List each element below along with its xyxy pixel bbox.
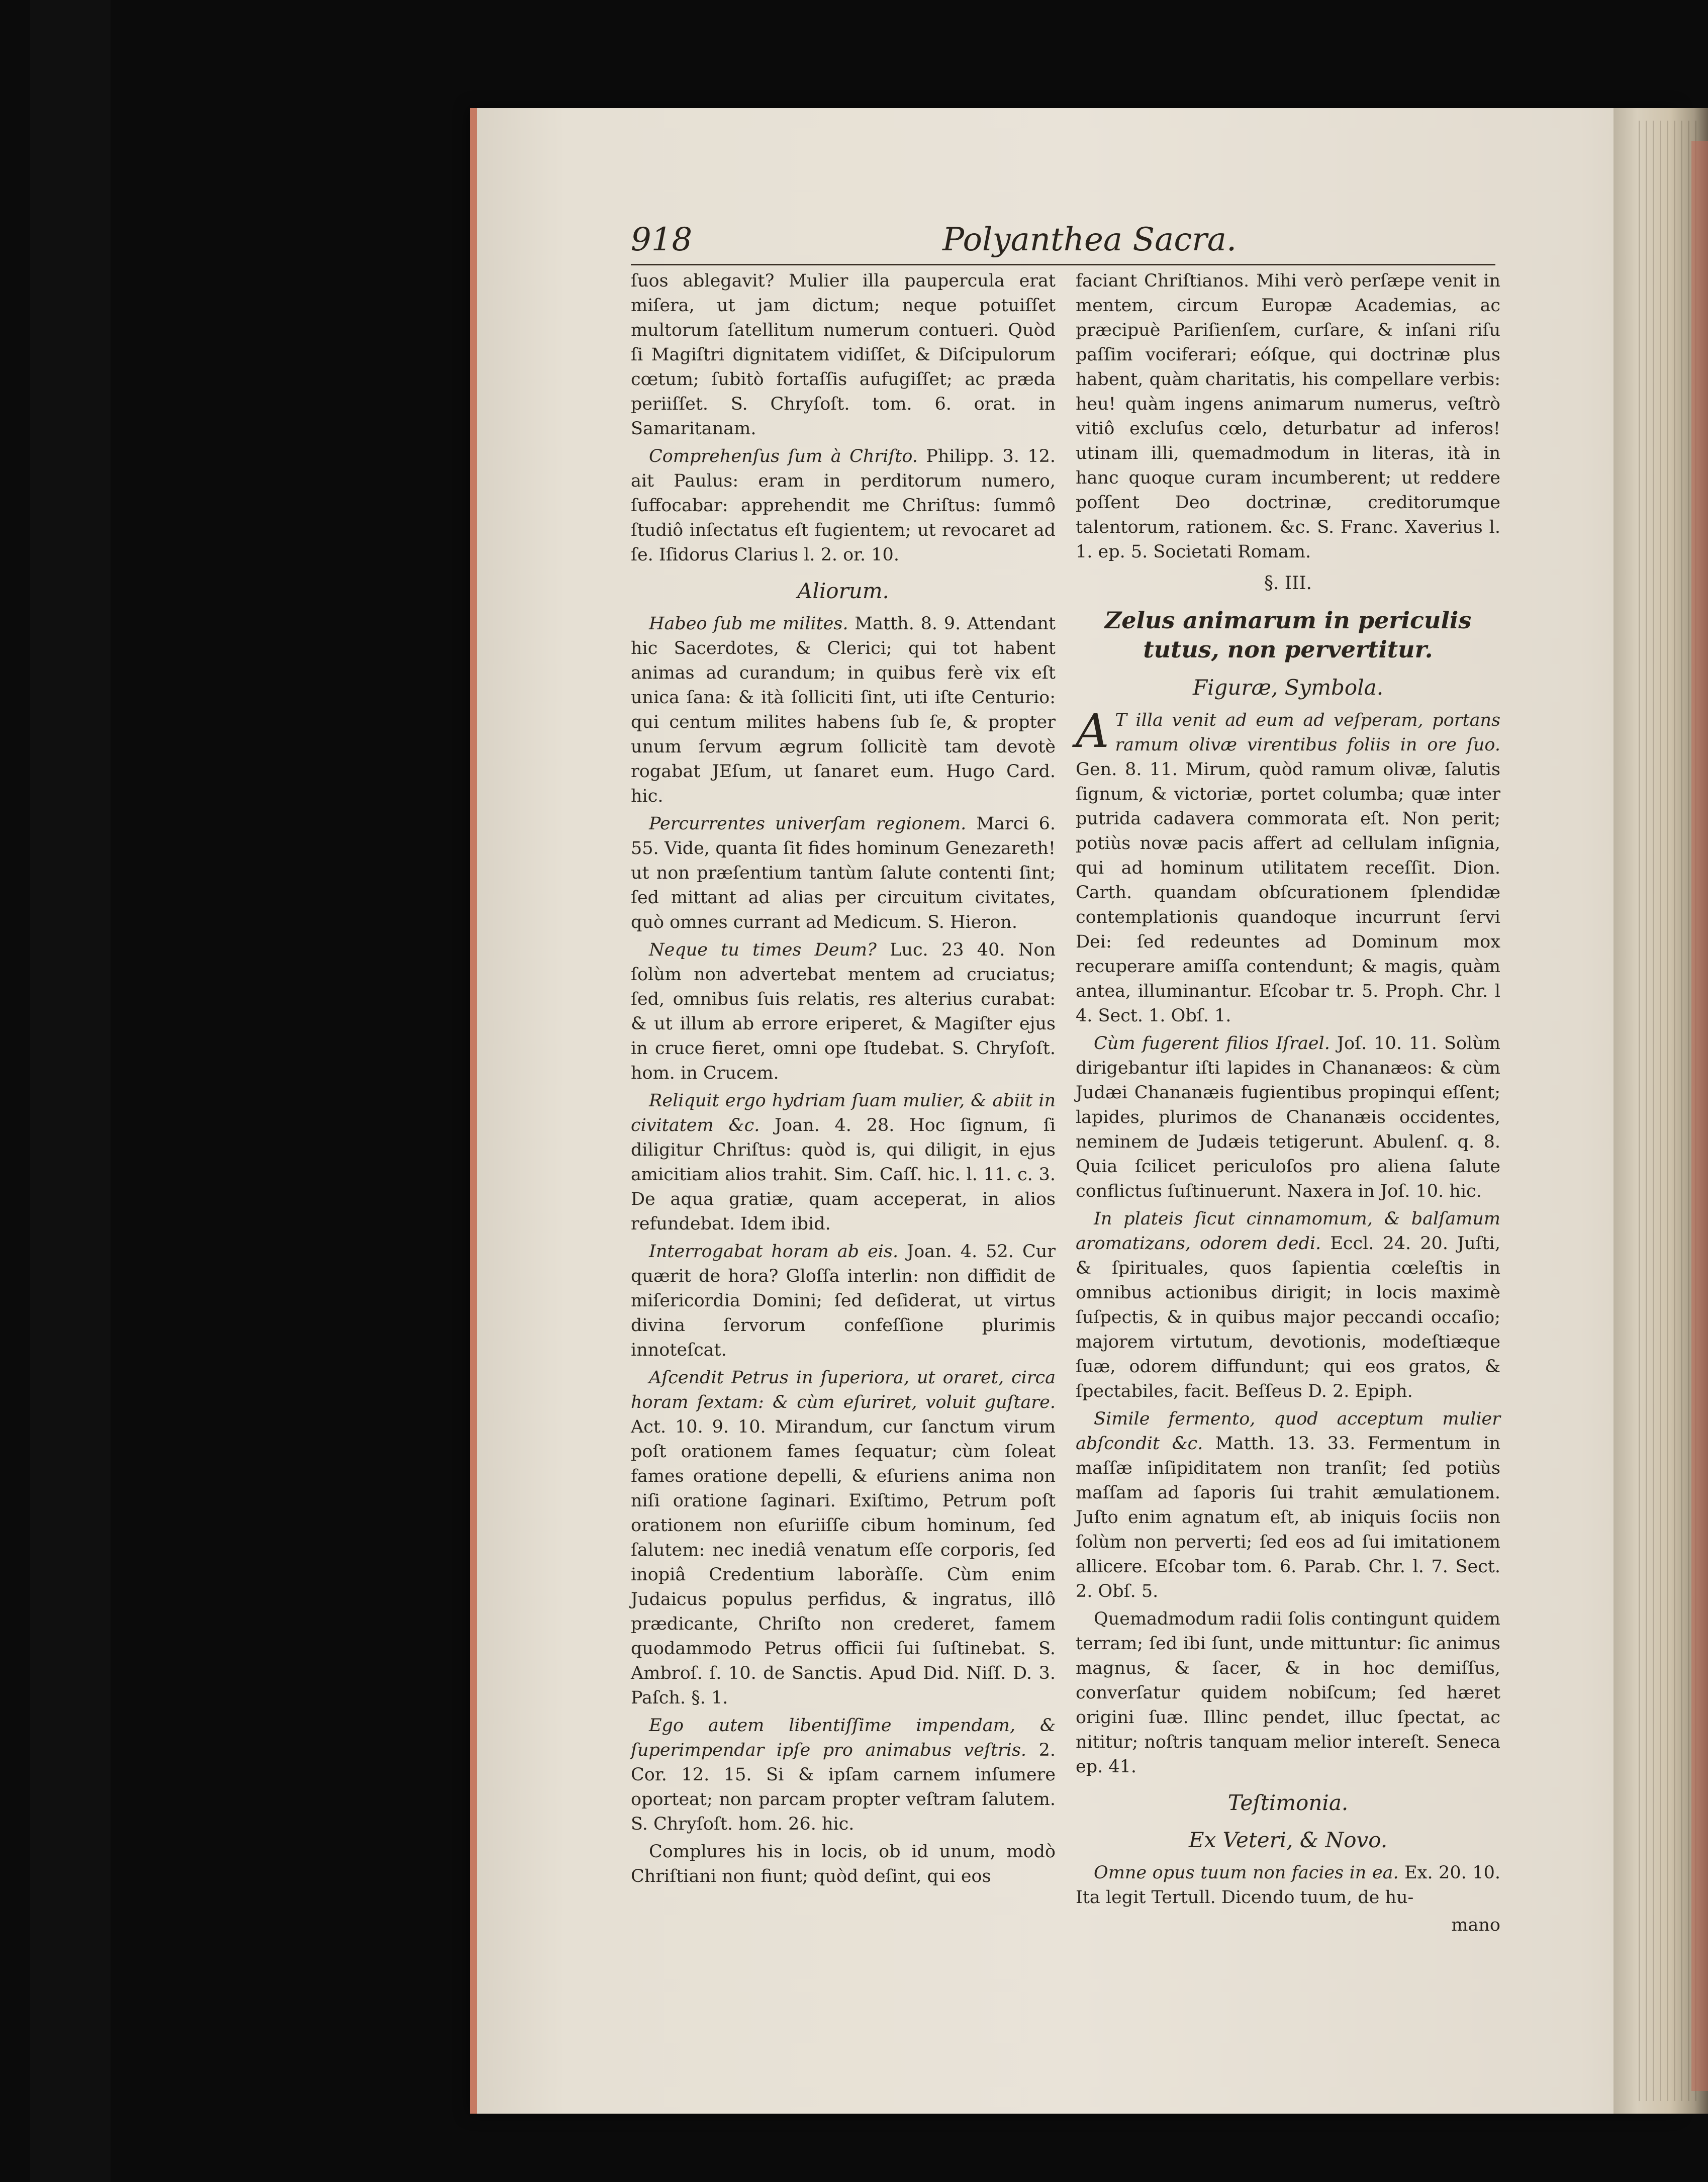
paragraph: Reliquit ergo hydriam ſuam mulier, & abiit in civitatem &c. Joan. 4. 28. Hoc ſignum, ſi diligitur Chriſtus: quòd is, qui diligit, in ejus amicitiam alios trahit. Sim. Caſſ. hic. l. 11. c. 3. De aqua gratiæ, quam acceperat, in alios refundebat. Idem ibid.	[631, 1091, 1056, 1234]
left-column	[631, 269, 1056, 1892]
right-column	[1076, 269, 1500, 1938]
section-title: Zelus animarum in periculis tutus, non pervertitur.	[1104, 607, 1472, 663]
gutter-red-edge	[1691, 141, 1708, 2091]
drop-cap: A	[1076, 704, 1109, 758]
page-header	[631, 221, 1495, 276]
paragraph: Percurrentes univerſam regionem. Marci 6. 55. Vide, quanta ſit fides hominum Genezareth! ut non præſentium tantùm ſalute contenti ſint; ſed mittant ad alias per circuitum civitates, quò omnes currant ad Medicum. S. Hieron.	[631, 814, 1056, 932]
scan-background-strip	[30, 0, 111, 2182]
paragraph: Interrogabat horam ab eis. Joan. 4. 52. Cur quærit de hora? Gloſſa interlin: non diffidit de miſericordia Domini; ſed deſiderat, ut virtus divina ſervorum confeſſione plurimis innoteſcat.	[631, 1242, 1056, 1360]
paragraph: Comprehenſus ſum à Chriſto. Philipp. 3. 12. ait Paulus: eram in perditorum numero, ſuffocabar: apprehendit me Chriſtus: ſummô ſtudiô inſectatus eſt fugientem; ut revocaret ad ſe. Iſidorus Clarius l. 2. or. 10.	[631, 446, 1056, 565]
subsection-heading: Ex Veteri, & Novo.	[1188, 1828, 1388, 1852]
page-edge	[470, 108, 477, 2114]
subsection-heading: Figuræ, Symbola.	[1192, 675, 1384, 700]
header-rule	[631, 264, 1495, 265]
paragraph: ſuos ablegavit? Mulier illa paupercula erat miſera, ut jam dictum; neque potuiſſet multorum ſatellitum numerum contueri. Quòd ſi Magiſtri dignitatem vidiſſet, & Diſcipulorum cœtum; ſubitò fortaſſis aufugiſſet; ac præda periiſſet. S. Chryſoſt. tom. 6. orat. in Samaritanam.	[631, 271, 1056, 439]
gutter-page-edges	[1639, 121, 1699, 2101]
paragraph: Habeo ſub me milites. Matth. 8. 9. Attendant hic Sacerdotes, & Clerici; qui tot habent animas ad curandum; in quibus ferè vix eſt unica ſana: & ità ſolliciti ſint, uti iſte Centurio: qui centum milites habens ſub ſe, & propter unum ſervum ægrum ſollicitè tam devotè rogabat JEſum, ut ſanaret eum. Hugo Card. hic.	[631, 614, 1056, 806]
paragraph: Simile fermento, quod acceptum mulier abſcondit &c. Matth. 13. 33. Fermentum in maſſæ inſipiditatem non tranſit; ſed potiùs maſſam ad ſaporis ſui trahit æmulationem. Juſto enim agnatum eſt, ab iniquis ſociis non ſolùm non perverti; ſed eos ad ſui imitationem allicere. Eſcobar tom. 6. Parab. Chr. l. 7. Sect. 2. Obſ. 5.	[1076, 1409, 1500, 1601]
paragraph: Cùm fugerent filios Iſrael. Joſ. 10. 11. Solùm dirigebantur iſti lapides in Chananæos: & cùm Judæi Chananæis fugientibus propinqui eſſent; lapides, plurimos de Chananæis occidentes, neminem de Judæis tetigerunt. Abulenſ. q. 8. Quia ſcilicet periculoſos pro aliena ſalute conflictus ſuſtinuerunt. Naxera in Joſ. 10. hic.	[1076, 1033, 1500, 1201]
section-heading: Aliorum.	[797, 579, 889, 603]
paragraph: Aſcendit Petrus in ſuperiora, ut oraret, circa horam ſextam: & cùm eſuriret, voluit guſtare. Act. 10. 9. 10. Mirandum, cur ſanctum virum poſt orationem fames ſequatur; cùm ſoleat fames oratione depelli, & eſuriens anima non niſi oratione ſaginari. Exiſtimo, Petrum poſt orationem non eſuriiſſe cibum hominum, ſed ſalutem: nec inediâ venatum eſſe corporis, ſed inopiâ Credentium laboràſſe. Cùm enim Judaicus populus perfidus, & ingratus, illô prædicante, Chriſto non crederet, famem quodammodo Petrus officii ſui ſuſtinebat. S. Ambroſ. ſ. 10. de Sanctis. Apud Did. Niſſ. D. 3. Paſch. §. 1.	[631, 1368, 1056, 1708]
paragraph: Quemadmodum radii ſolis contingunt quidem terram; ſed ibi ſunt, unde mittuntur: ſic animus magnus, & ſacer, & in hoc demiſſus, converſatur quidem nobiſcum; ſed hæret origini ſuæ. Illinc pendet, illuc ſpectat, ac nititur; noſtris tanquam melior intereſt. Seneca ep. 41.	[1076, 1609, 1500, 1777]
page-number: 918	[631, 221, 693, 258]
paragraph: Ego autem libentiſſime impendam, & ſuperimpendar ipſe pro animabus veſtris. 2. Cor. 12. 15. Si & ipſam carnem inſumere oporteat; non parcam propter veſtram ſalutem. S. Chryſoſt. hom. 26. hic.	[631, 1716, 1056, 1834]
paragraph: In plateis ſicut cinnamomum, & balſamum aromatizans, odorem dedi. Eccl. 24. 20. Juſti, & ſpirituales, quos ſapientia cœleſtis in omnibus actionibus dirigit; in locis maximè ſuſpectis, & in quibus major peccandi occaſio; majorem virtutum, devotionis, modeſtiæque ſuæ, odorem diffundunt; qui eos gratos, & ſpectabiles, facit. Beſſeus D. 2. Epiph.	[1076, 1209, 1500, 1401]
paragraph: faciant Chriſtianos. Mihi verò perſæpe venit in mentem, circum Europæ Academias, ac præcipuè Pariſienſem, curſare, & inſani riſu paſſim vociferari; eóſque, qui doctrinæ plus habent, quàm charitatis, his compellare verbis: heu! quàm ingens animarum numerus, veſtrò vitiô excluſus cœlo, deturbatur ad inferos! utinam illi, quemadmodum in literas, ità in hanc quoque curam incumberent; ut reddere poſſent Deo doctrinæ, creditorumque talentorum, rationem. &c. S. Franc. Xaverius l. 1. ep. 5. Societati Romam.	[1076, 271, 1500, 562]
section-number: §. III.	[1264, 573, 1312, 594]
subsection-heading: Teſtimonia.	[1227, 1790, 1349, 1815]
running-title: Polyanthea Sacra.	[942, 221, 1237, 258]
catchword: mano	[1451, 1915, 1500, 1935]
paragraph: Omne opus tuum non facies in ea. Ex. 20. 10. Ita legit Tertull. Dicendo tuum, de hu-	[1076, 1863, 1500, 1908]
paragraph: Complures his in locis, ob id unum, modò Chriſtiani non fiunt; quòd deſint, qui eos	[631, 1842, 1056, 1886]
paragraph: A T illa venit ad eum ad veſperam, portans ramum olivæ virentibus foliis in ore ſuo. Gen. 8. 11. Mirum, quòd ramum olivæ, ſalutis ſignum, & victoriæ, portet columba; quæ inter putrida cadavera commorata eſt. Non perit; potiùs novæ pacis affert ad cellulam inſignia, qui ad hominum utilitatem receſſit. Dion. Carth. quandam obſcurationem ſplendidæ contemplationis quandoque incurrunt ſervi Dei: ſed redeuntes ad Dominum mox recuperare amiſſa contendunt; & magis, quàm antea, illuminantur. Eſcobar tr. 5. Proph. Chr. l 4. Sect. 1. Obſ. 1.	[1076, 704, 1500, 1026]
paragraph: Neque tu times Deum? Luc. 23 40. Non ſolùm non advertebat mentem ad cruciatus; ſed, omnibus ſuis relatis, res alterius curabat: & ut illum ab errore eriperet, & Magiſter ejus in cruce fieret, omni ope ſtudebat. S. Chryſoſt. hom. in Crucem.	[631, 940, 1056, 1083]
